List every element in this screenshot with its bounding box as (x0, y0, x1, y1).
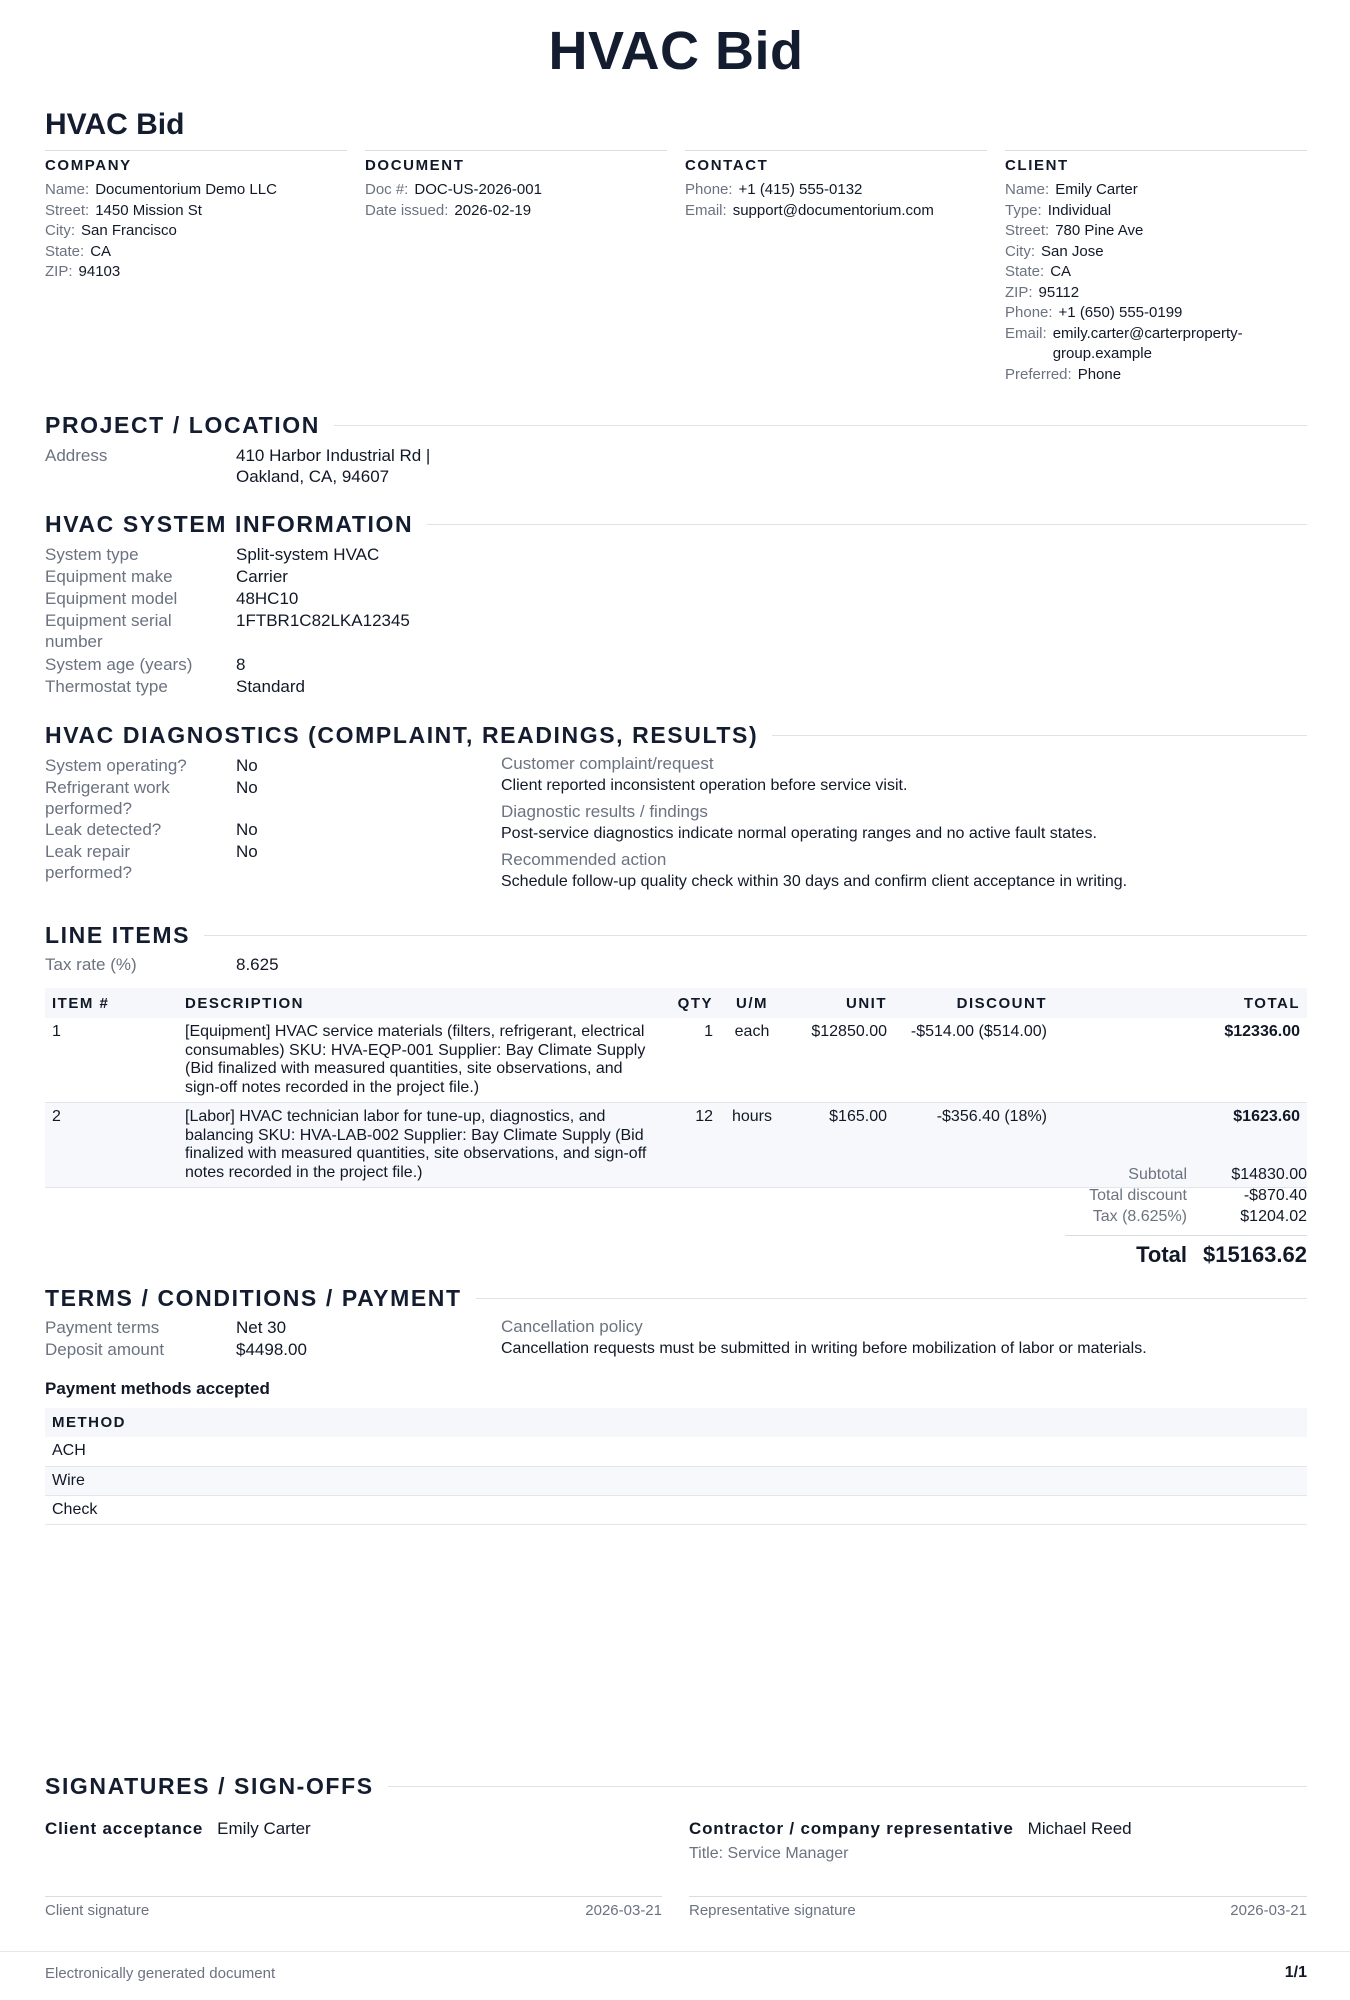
company-zip-row (45, 262, 347, 283)
field-label: Street: (1005, 222, 1050, 239)
document-page (45, 0, 1307, 2000)
system-section-heading (45, 511, 1307, 538)
item-number: 1 (45, 1018, 178, 1103)
item-qty: 12 (665, 1103, 720, 1188)
company-block (45, 150, 347, 283)
field-label: Date issued: (365, 201, 449, 219)
client-zip: 95112 (1038, 283, 1080, 301)
item-discount: -$514.00 ($514.00) (894, 1018, 1054, 1103)
field-label: Phone: (685, 181, 733, 198)
contact-block (685, 150, 987, 221)
client-block (1005, 150, 1307, 385)
complaint-text: Client reported inconsistent operation before service visit. (501, 777, 908, 794)
banner-title: HVAC Bid (548, 21, 804, 81)
doc-number: DOC-US-2026-001 (414, 181, 542, 198)
section-rule (334, 425, 1307, 426)
address-line-2: Oakland, CA, 94607 (236, 467, 390, 486)
column-header-method: METHOD (45, 1408, 1307, 1437)
client-phone-row (1005, 303, 1307, 324)
column-header-item: ITEM # (45, 988, 178, 1018)
company-street: 1450 Mission St (95, 201, 202, 219)
representative-signature-date: 2026-03-21 (1230, 1902, 1307, 1919)
address-line-1: 410 Harbor Industrial Rd | (236, 446, 431, 465)
document-heading: DOCUMENT (365, 157, 465, 174)
client-state: CA (1050, 263, 1072, 280)
field-label: Leak repair performed? (45, 842, 132, 882)
field-label: Refrigerant work performed? (45, 778, 170, 818)
results-label: Diagnostic results / findings (501, 802, 708, 821)
terms-section-heading (45, 1285, 1307, 1312)
client-zip-row (1005, 283, 1307, 304)
field-label: Payment terms (45, 1318, 160, 1337)
section-title: HVAC SYSTEM INFORMATION (45, 511, 414, 537)
representative-signature-label: Representative signature (689, 1902, 856, 1919)
client-acceptance (45, 1819, 311, 1839)
project-section-heading (45, 412, 1307, 439)
field-label: State: (1005, 263, 1045, 280)
section-rule (427, 524, 1307, 525)
date-issued: 2026-02-19 (454, 201, 532, 219)
field-label: Thermostat type (45, 677, 168, 696)
tax-row (945, 1206, 1307, 1227)
item-total: $12336.00 (1054, 1018, 1307, 1103)
field-label: System operating? (45, 756, 187, 775)
payment-method: Wire (45, 1466, 1307, 1495)
action-label: Recommended action (501, 850, 667, 869)
field-label: Street: (45, 201, 90, 219)
line-items-table (45, 988, 1307, 1188)
field-label: Email: (685, 201, 727, 219)
client-preferred-row (1005, 365, 1307, 386)
grand-total-value: $15163.62 (1203, 1242, 1307, 1267)
client-city: San Jose (1041, 242, 1104, 260)
column-header-description: DESCRIPTION (178, 988, 665, 1018)
table-row (45, 1495, 1307, 1524)
client-email: emily.carter@carterproperty-group.example (1052, 324, 1243, 362)
client-email-row (1005, 324, 1307, 365)
totals-block (945, 1164, 1307, 1227)
section-title: TERMS / CONDITIONS / PAYMENT (45, 1285, 462, 1311)
field-label: City: (45, 222, 75, 239)
leak-detected: No (236, 820, 258, 839)
field-label: Doc #: (365, 181, 409, 198)
client-street: 780 Pine Ave (1055, 222, 1144, 239)
payment-terms: Net 30 (236, 1318, 287, 1337)
deposit-amount-row (45, 1339, 307, 1360)
leak-detected-row (45, 819, 258, 840)
field-label: Email: (1005, 324, 1047, 342)
column-header-um: U/M (720, 988, 784, 1018)
field-label: Phone: (1005, 304, 1053, 321)
footer-note: Electronically generated document (45, 1965, 276, 1982)
field-label: System age (years) (45, 655, 193, 674)
item-number: 2 (45, 1103, 178, 1188)
section-rule (388, 1786, 1307, 1787)
system-type: Split-system HVAC (236, 545, 380, 564)
table-row (45, 1466, 1307, 1495)
footer-divider (0, 1951, 1350, 1952)
tax-value: $1204.02 (1240, 1208, 1307, 1225)
table-header-row (45, 1408, 1307, 1437)
item-unit-price: $165.00 (784, 1103, 894, 1188)
payment-methods-table (45, 1408, 1307, 1525)
field-label: Name: (1005, 181, 1050, 198)
field-label: State: (45, 242, 85, 260)
item-unit-price: $12850.00 (784, 1018, 894, 1103)
field-label: Name: (45, 181, 90, 198)
section-rule (204, 935, 1307, 936)
client-signature-date: 2026-03-21 (585, 1902, 662, 1919)
equipment-make-row (45, 566, 288, 587)
grand-total-row (1065, 1236, 1307, 1268)
contact-heading: CONTACT (685, 157, 769, 174)
document-block (365, 150, 667, 221)
client-acceptance-label: Client acceptance (45, 1819, 204, 1838)
table-header-row (45, 988, 1307, 1018)
item-um: hours (720, 1103, 784, 1188)
address-value (236, 445, 430, 487)
client-phone: +1 (650) 555-0199 (1058, 304, 1183, 321)
client-city-row (1005, 242, 1307, 263)
action-text: Schedule follow-up quality check within 30 days and confirm client acceptance in writing. (501, 873, 1128, 890)
column-header-qty: QTY (665, 988, 720, 1018)
section-rule (772, 735, 1307, 736)
refrigerant-work: No (236, 778, 258, 797)
subtotal-row (945, 1164, 1307, 1185)
client-type-row (1005, 201, 1307, 222)
deposit-amount: $4498.00 (236, 1340, 307, 1359)
item-total: $1623.60 (1054, 1103, 1307, 1188)
company-city: San Francisco (81, 222, 177, 239)
diagnostics-section-heading (45, 722, 1307, 749)
thermostat-type: Standard (236, 677, 305, 696)
item-description: [Labor] HVAC technician labor for tune-up, diagnostics, and balancing SKU: HVA-LAB-002 Supplier: Bay Climate Supply (Bid finalized with measured quantities, site observations, and sign-off notes recorded in the project file.) (178, 1103, 665, 1188)
date-issued-row (365, 201, 667, 222)
grand-total-label: Total (1136, 1242, 1187, 1267)
field-label: Type: (1005, 201, 1042, 219)
representative-label: Contractor / company representative (689, 1819, 1014, 1838)
client-heading: CLIENT (1005, 157, 1069, 174)
equipment-make: Carrier (236, 567, 288, 586)
section-title: SIGNATURES / SIGN-OFFS (45, 1773, 374, 1799)
section-title: PROJECT / LOCATION (45, 412, 320, 438)
field-label: ZIP: (45, 263, 73, 280)
equipment-model: 48HC10 (236, 589, 299, 608)
payment-method: ACH (45, 1437, 1307, 1466)
doc-number-row (365, 180, 667, 201)
item-um: each (720, 1018, 784, 1103)
company-name: Documentorium Demo LLC (95, 181, 277, 198)
item-description: [Equipment] HVAC service materials (filters, refrigerant, electrical consumables) SKU: HVA-EQP-001 Supplier: Bay Climate Supply (Bid finalized with measured quantities, site observations, and sign-off notes recorded in the project file.) (178, 1018, 665, 1103)
results-text: Post-service diagnostics indicate normal operating ranges and no active fault states. (501, 825, 1097, 842)
page-number: 1/1 (1284, 1964, 1307, 1981)
leak-repair: No (236, 842, 258, 861)
system-operating-row (45, 755, 258, 776)
tax-rate-label: Tax rate (%) (45, 955, 137, 974)
company-heading: COMPANY (45, 157, 132, 174)
field-label: Equipment model (45, 589, 178, 608)
equipment-serial-row (45, 610, 410, 652)
client-name-row (1005, 180, 1307, 201)
payment-methods-title: Payment methods accepted (45, 1379, 270, 1398)
cancellation-label: Cancellation policy (501, 1317, 643, 1336)
project-address-row (45, 445, 430, 487)
item-discount: -$356.40 (18%) (894, 1103, 1054, 1188)
tax-label: Tax (8.625%) (1092, 1208, 1187, 1225)
complaint-label: Customer complaint/request (501, 754, 714, 773)
table-row (45, 1437, 1307, 1466)
column-header-discount: DISCOUNT (894, 988, 1054, 1018)
section-rule (476, 1298, 1307, 1299)
equipment-model-row (45, 588, 298, 609)
client-street-row (1005, 221, 1307, 242)
discount-value: -$870.40 (1243, 1187, 1307, 1204)
cancellation-block (501, 1316, 1307, 1364)
payment-method: Check (45, 1495, 1307, 1524)
client-preferred: Phone (1077, 365, 1122, 383)
system-age-row (45, 654, 245, 675)
field-label: ZIP: (1005, 283, 1033, 301)
field-label: Equipment serial number (45, 611, 172, 651)
table-row (45, 1018, 1307, 1103)
document-title: HVAC Bid (45, 108, 185, 141)
discount-label: Total discount (1089, 1187, 1187, 1204)
client-signature-label: Client signature (45, 1902, 150, 1919)
column-header-unit: UNIT (784, 988, 894, 1018)
subtotal-value: $14830.00 (1231, 1166, 1307, 1183)
discount-row (945, 1185, 1307, 1206)
field-label: Deposit amount (45, 1340, 165, 1359)
client-state-row (1005, 262, 1307, 283)
tax-rate-row (45, 954, 279, 975)
tax-rate-value: 8.625 (236, 955, 279, 974)
client-signature-line (45, 1896, 662, 1897)
section-title: HVAC DIAGNOSTICS (COMPLAINT, READINGS, RESULTS) (45, 722, 759, 748)
company-state-row (45, 242, 347, 263)
diagnostic-notes (501, 753, 1307, 897)
company-name-row (45, 180, 347, 201)
column-header-total: TOTAL (1054, 988, 1307, 1018)
cancellation-text: Cancellation requests must be submitted in writing before mobilization of labor or materials. (501, 1340, 1147, 1357)
payment-terms-row (45, 1317, 286, 1338)
company-zip: 94103 (78, 263, 121, 280)
field-label: System type (45, 545, 139, 564)
field-label: Preferred: (1005, 365, 1072, 383)
company-city-row (45, 221, 347, 242)
client-acceptance-name: Emily Carter (217, 1819, 311, 1838)
leak-repair-row (45, 841, 258, 883)
representative-acceptance (689, 1819, 1132, 1839)
representative-title: Title: Service Manager (689, 1845, 849, 1862)
contact-phone: +1 (415) 555-0132 (738, 181, 863, 198)
signatures-section-heading (45, 1773, 1307, 1800)
representative-name: Michael Reed (1027, 1819, 1132, 1838)
company-street-row (45, 201, 347, 222)
address-label: Address (45, 446, 108, 465)
equipment-serial: 1FTBR1C82LKA12345 (236, 611, 410, 630)
contact-email-row (685, 201, 987, 222)
grand-total-block (1065, 1235, 1307, 1268)
thermostat-type-row (45, 676, 305, 697)
system-operating: No (236, 756, 258, 775)
client-type: Individual (1047, 201, 1112, 219)
item-qty: 1 (665, 1018, 720, 1103)
refrigerant-work-row (45, 777, 258, 819)
system-age: 8 (236, 655, 246, 674)
client-name: Emily Carter (1055, 181, 1138, 198)
field-label: Leak detected? (45, 820, 162, 839)
section-title: LINE ITEMS (45, 922, 191, 948)
contact-phone-row (685, 180, 987, 201)
contact-email: support@documentorium.com (732, 201, 934, 219)
system-type-row (45, 544, 379, 565)
line-items-section-heading (45, 922, 1307, 949)
field-label: City: (1005, 242, 1035, 260)
representative-signature-line (689, 1896, 1307, 1897)
subtotal-label: Subtotal (1128, 1166, 1187, 1183)
company-state: CA (90, 242, 112, 260)
field-label: Equipment make (45, 567, 173, 586)
